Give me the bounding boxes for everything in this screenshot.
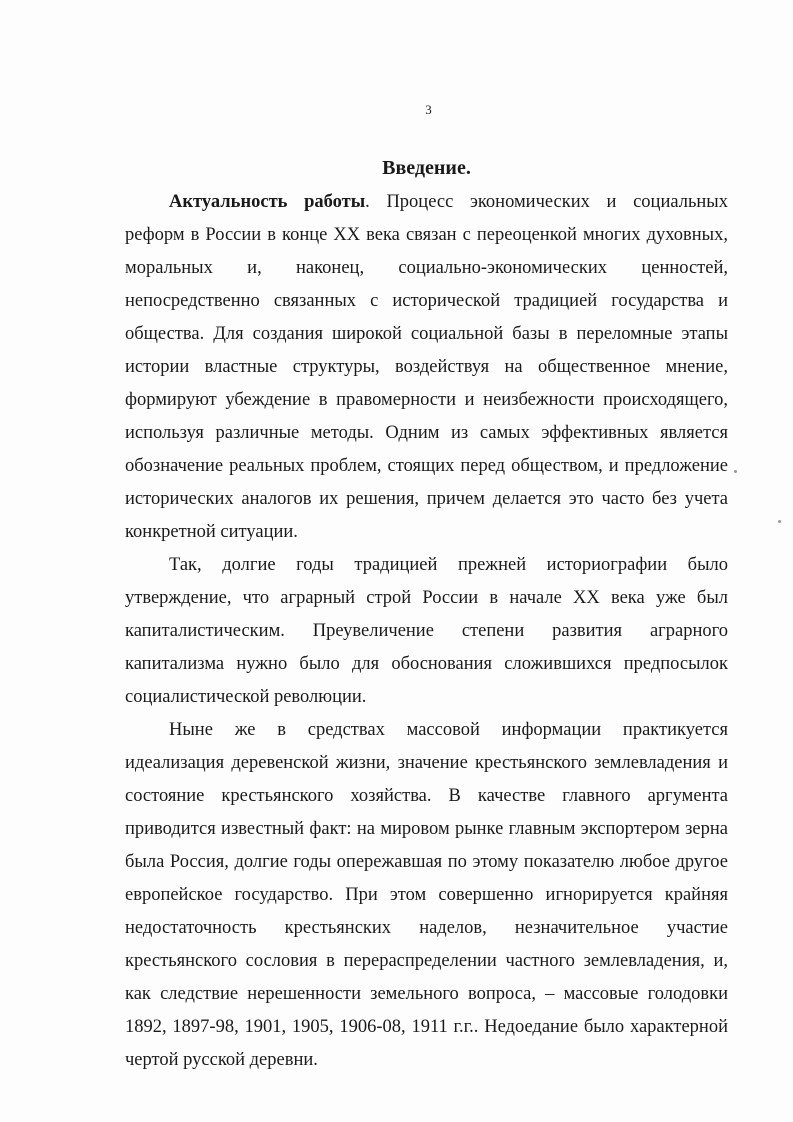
scan-speck xyxy=(778,520,781,523)
paragraph-relevance xyxy=(125,186,728,549)
paragraph-mass-media: Ныне же в средствах массовой информации практикуется идеализация деревенской жизни, значение крестьянского землевладения и состояние крестьянского хозяйства. В качестве главного аргумента приводится известный факт: на мировом рынке главным экспортером зерна была Россия, долгие годы опережавшая по этому показателю любое другое европейское государство. При этом совершенно игнорируется крайняя недостаточность крестьянских наделов, незначительное участие крестьянского сословия в перераспределении частного землевладения, и, как следствие нерешенности земельного вопроса, – массовые голодовки 1892, 1897-98, 1901, 1905, 1906-08, 1911 г.г.. Недоедание было характерной чертой русской деревни. xyxy=(125,720,728,1070)
paragraph-lead: Актуальность работы xyxy=(169,192,366,212)
paragraph-text: . Процесс экономических и социальных реформ в России в конце XX века связан с переоценкой многих духовных, моральных и, наконец, социально-экономических ценностей, непосредственно связанных с исторической традицией государства и общества. Для создания широкой социальной базы в переломные этапы истории властные структуры, воздействуя на общественное мнение, формируют убеждение в правомерности и неизбежности происходящего, используя различные методы. Одним из самых эффективных является обозначение реальных проблем, стоящих перед обществом, и предложение исторических аналогов их решения, причем делается это часто без учета конкретной ситуации. xyxy=(125,192,728,542)
paragraph-historiography: Так, долгие годы традицией прежней историографии было утверждение, что аграрный строй России в начале XX века уже был капиталистическим. Преувеличение степени развития аграрного капитализма нужно было для обоснования сложившихся предпосылок социалистической революции. xyxy=(125,555,728,707)
page-title: Введение. xyxy=(382,157,471,179)
page-number: 3 xyxy=(425,102,432,117)
body-text xyxy=(125,186,728,1077)
scan-speck xyxy=(734,470,737,473)
